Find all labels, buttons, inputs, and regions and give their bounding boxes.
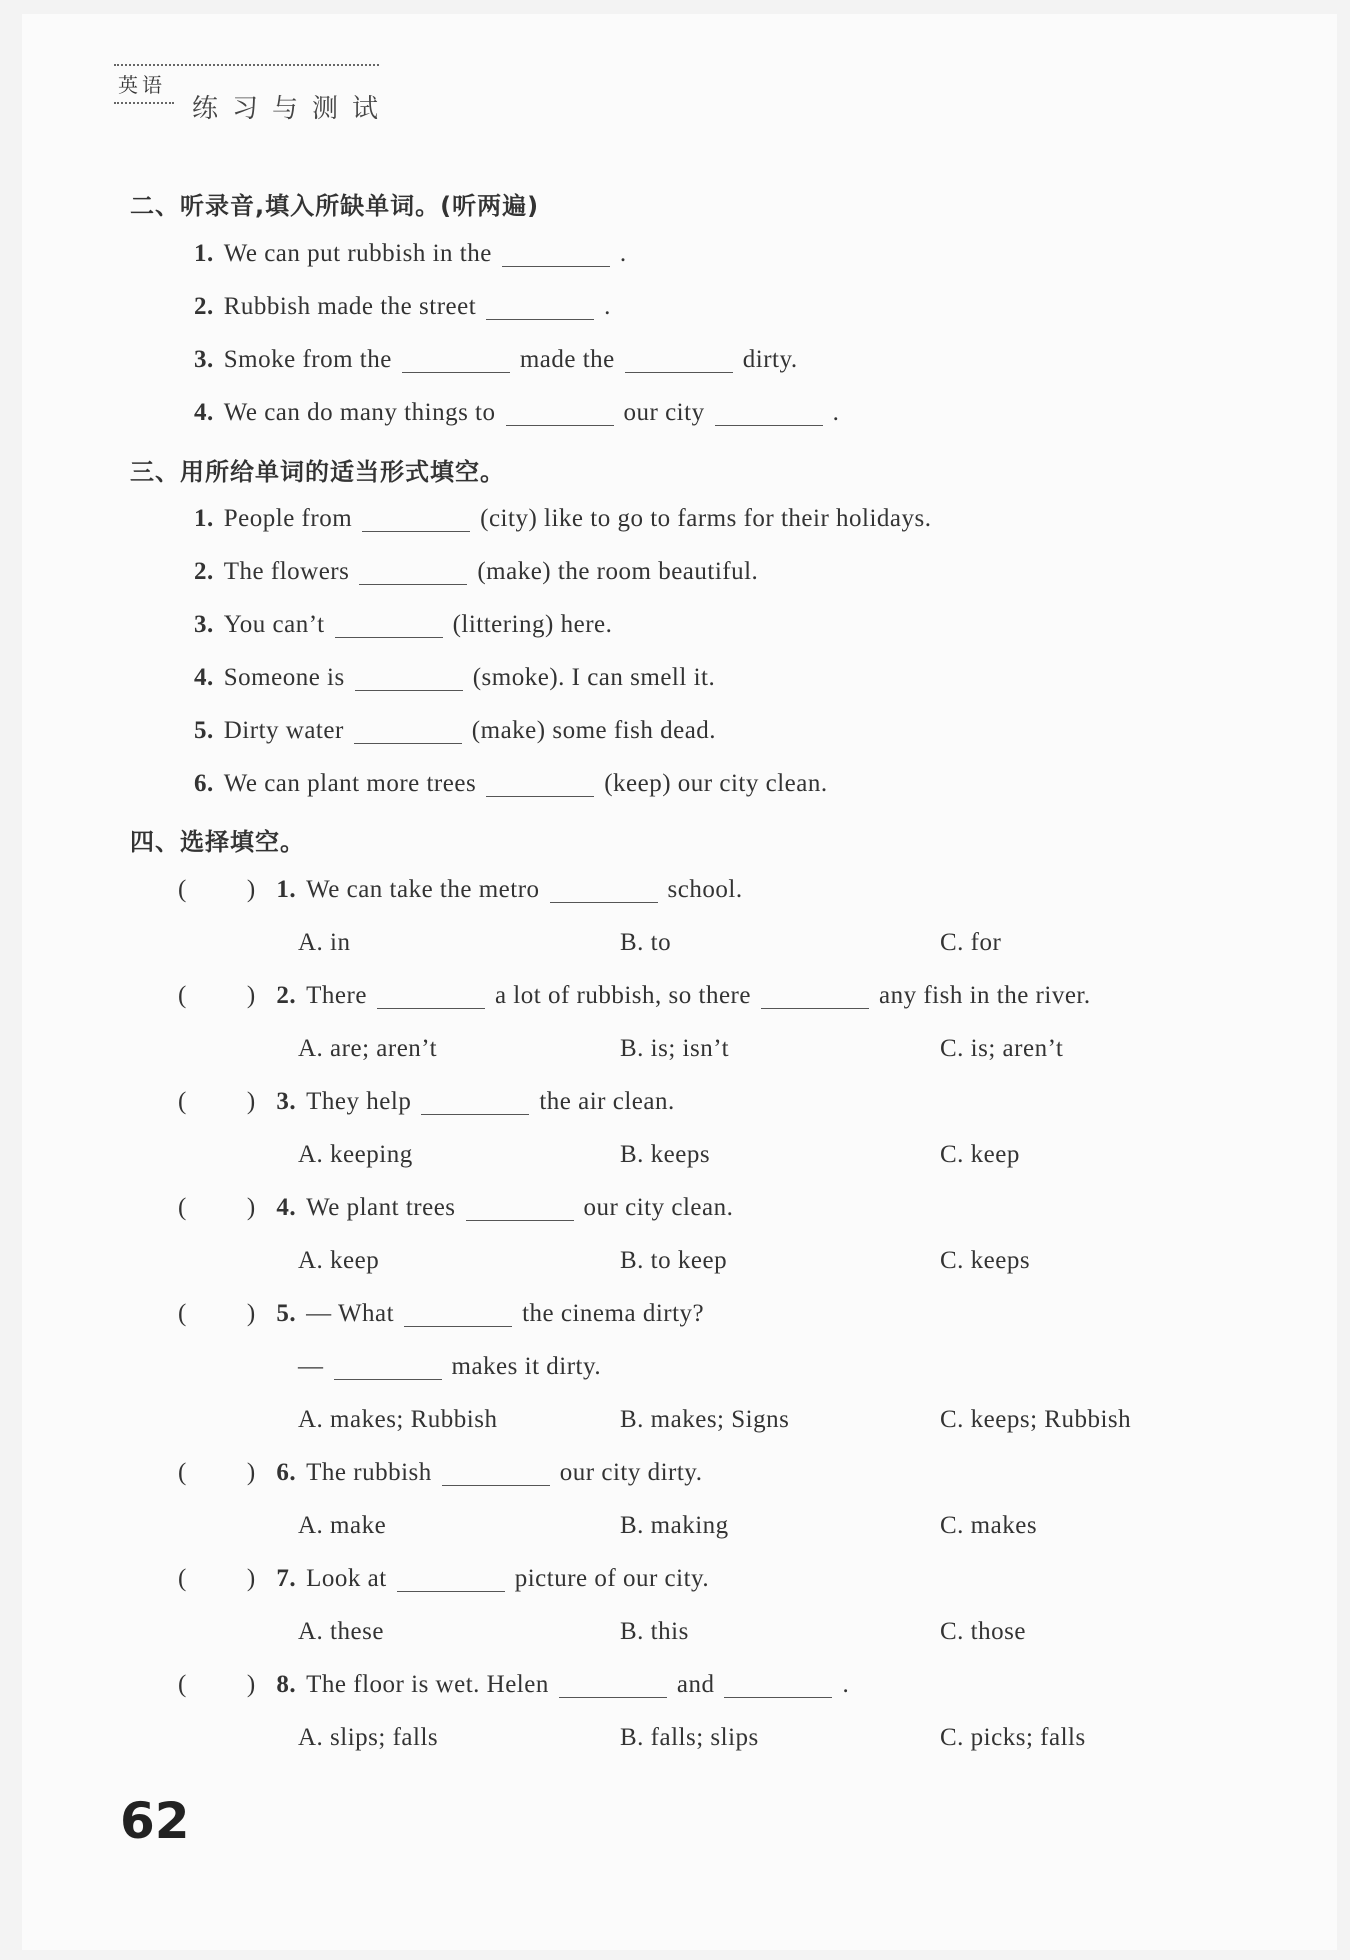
item-text: The floor is wet. Helen <box>306 1671 549 1698</box>
item-text: makes it dirty. <box>451 1353 602 1380</box>
s4-question-1 <box>178 876 743 904</box>
answer-paren-close: ) <box>246 982 256 1009</box>
item-text: The flowers <box>223 558 350 585</box>
answer-blank[interactable] <box>421 1113 529 1115</box>
item-text: They help <box>306 1088 412 1115</box>
s2-item-3 <box>194 346 798 374</box>
answer-blank[interactable] <box>550 901 658 903</box>
option-b: B. makes; Signs <box>620 1406 790 1433</box>
item-text: (smoke). I can smell it. <box>472 664 716 691</box>
answer-paren-close: ) <box>246 1565 256 1592</box>
section-2-title: 二、听录音,填入所缺单词。(听两遍) <box>130 192 540 220</box>
s4-question-5 <box>178 1300 704 1328</box>
s4-question-3 <box>178 1088 675 1116</box>
item-number: 2. <box>276 982 297 1009</box>
answer-paren-close: ) <box>246 1671 256 1698</box>
item-text: . <box>832 399 840 426</box>
s3-item-5 <box>194 717 716 745</box>
answer-blank[interactable] <box>715 424 823 426</box>
answer-blank[interactable] <box>354 742 462 744</box>
item-text: school. <box>667 876 743 903</box>
answer-paren-open[interactable]: ( <box>178 982 187 1009</box>
item-text: (make) the room beautiful. <box>477 558 759 585</box>
answer-blank[interactable] <box>486 318 594 320</box>
s2-item-4 <box>194 399 839 427</box>
item-text: our city <box>623 399 705 426</box>
item-text: the cinema dirty? <box>522 1300 705 1327</box>
answer-blank[interactable] <box>486 795 594 797</box>
answer-paren-close: ) <box>246 1300 256 1327</box>
item-number: 3. <box>276 1088 297 1115</box>
option-b: B. this <box>620 1618 689 1645</box>
option-a: A. these <box>298 1618 384 1645</box>
item-text: The rubbish <box>306 1459 432 1486</box>
item-text: any fish in the river. <box>878 982 1091 1009</box>
option-a: A. makes; Rubbish <box>298 1406 498 1433</box>
item-number: 4. <box>194 399 214 426</box>
answer-paren-open[interactable]: ( <box>178 876 187 903</box>
answer-blank[interactable] <box>559 1696 667 1698</box>
answer-blank[interactable] <box>377 1007 485 1009</box>
item-text: . <box>842 1671 850 1698</box>
option-b: B. falls; slips <box>620 1724 759 1751</box>
item-text: We can do many things to <box>223 399 496 426</box>
s4-question-2 <box>178 982 1091 1010</box>
option-c: C. for <box>940 929 1002 956</box>
s3-item-1 <box>194 505 932 533</box>
answer-paren-close: ) <box>246 1459 256 1486</box>
answer-blank[interactable] <box>334 1378 442 1380</box>
item-text: . <box>604 293 611 320</box>
s3-item-4 <box>194 664 715 692</box>
answer-paren-open[interactable]: ( <box>178 1565 187 1592</box>
item-text: — What <box>306 1300 395 1327</box>
item-number: 6. <box>194 770 214 797</box>
s4-question-4 <box>178 1194 733 1222</box>
item-number: 1. <box>194 505 214 532</box>
item-number: 7. <box>276 1565 297 1592</box>
item-text: our city dirty. <box>559 1459 703 1486</box>
item-number: 2. <box>194 558 214 585</box>
item-text: (keep) our city clean. <box>604 770 828 797</box>
answer-blank[interactable] <box>404 1325 512 1327</box>
item-text: . <box>619 240 627 267</box>
s4-question-5-reply <box>298 1353 601 1381</box>
item-number: 1. <box>276 876 297 903</box>
answer-paren-close: ) <box>246 1194 256 1221</box>
option-b: B. to keep <box>620 1247 728 1274</box>
item-text: We can put rubbish in the <box>223 240 492 267</box>
answer-paren-close: ) <box>246 1088 256 1115</box>
item-text: Smoke from the <box>223 346 392 373</box>
option-b: B. is; isn’t <box>620 1035 730 1062</box>
page-number: 62 <box>120 1792 190 1850</box>
option-c: C. those <box>940 1618 1026 1645</box>
s3-item-2 <box>194 558 758 586</box>
item-text: We can take the metro <box>306 876 540 903</box>
option-a: A. keep <box>298 1247 380 1274</box>
option-a: A. in <box>298 929 351 956</box>
item-number: 1. <box>194 240 214 267</box>
answer-blank[interactable] <box>506 424 614 426</box>
answer-paren-close: ) <box>246 876 256 903</box>
answer-blank[interactable] <box>724 1696 832 1698</box>
header-dotted-rule <box>114 64 379 66</box>
answer-blank[interactable] <box>625 371 733 373</box>
item-number: 5. <box>194 717 214 744</box>
item-text: We plant trees <box>306 1194 456 1221</box>
option-a: A. are; aren’t <box>298 1035 438 1062</box>
item-number: 6. <box>276 1459 297 1486</box>
item-number: 4. <box>194 664 214 691</box>
answer-paren-open[interactable]: ( <box>178 1671 187 1698</box>
option-b: B. to <box>620 929 672 956</box>
item-text: — <box>298 1353 324 1380</box>
item-text: our city clean. <box>583 1194 734 1221</box>
answer-blank[interactable] <box>397 1590 505 1592</box>
option-b: B. making <box>620 1512 729 1539</box>
answer-paren-open[interactable]: ( <box>178 1194 187 1221</box>
answer-blank[interactable] <box>335 636 443 638</box>
s4-question-7 <box>178 1565 709 1593</box>
item-text: Rubbish made the street <box>223 293 477 320</box>
s4-question-6 <box>178 1459 702 1487</box>
item-text: You can’t <box>223 611 325 638</box>
option-a: A. slips; falls <box>298 1724 439 1751</box>
s3-item-3 <box>194 611 612 639</box>
option-a: A. make <box>298 1512 387 1539</box>
item-text: dirty. <box>742 346 798 373</box>
item-text: a lot of rubbish, so there <box>494 982 751 1009</box>
answer-blank[interactable] <box>502 265 610 267</box>
option-c: C. is; aren’t <box>940 1035 1064 1062</box>
item-text: (city) like to go to farms for their holidays. <box>480 505 932 532</box>
answer-blank[interactable] <box>402 371 510 373</box>
option-c: C. keeps <box>940 1247 1031 1274</box>
item-number: 8. <box>276 1671 297 1698</box>
item-number: 3. <box>194 346 214 373</box>
answer-blank[interactable] <box>442 1484 550 1486</box>
option-c: C. keep <box>940 1141 1020 1168</box>
item-text: People from <box>223 505 353 532</box>
book-title: 练习与测试 <box>192 94 393 124</box>
item-text: picture of our city. <box>514 1565 710 1592</box>
answer-paren-open[interactable]: ( <box>178 1088 187 1115</box>
item-number: 5. <box>276 1300 297 1327</box>
section-4-title: 四、选择填空。 <box>130 828 305 856</box>
option-a: A. keeping <box>298 1141 413 1168</box>
option-c: C. keeps; Rubbish <box>940 1406 1132 1433</box>
option-c: C. makes <box>940 1512 1038 1539</box>
item-text: Dirty water <box>223 717 344 744</box>
answer-blank[interactable] <box>355 689 463 691</box>
answer-blank[interactable] <box>359 583 467 585</box>
s3-item-6 <box>194 770 828 798</box>
s2-item-1 <box>194 240 627 268</box>
item-text: and <box>676 1671 715 1698</box>
item-text: There <box>306 982 367 1009</box>
item-text: the air clean. <box>539 1088 675 1115</box>
item-text: Someone is <box>223 664 345 691</box>
answer-paren-open[interactable]: ( <box>178 1459 187 1486</box>
answer-blank[interactable] <box>761 1007 869 1009</box>
answer-blank[interactable] <box>362 530 470 532</box>
subject-label: 英语 <box>114 68 174 104</box>
option-c: C. picks; falls <box>940 1724 1086 1751</box>
s4-question-8 <box>178 1671 849 1699</box>
item-text: made the <box>519 346 615 373</box>
item-text: Look at <box>306 1565 387 1592</box>
item-text: We can plant more trees <box>223 770 477 797</box>
option-b: B. keeps <box>620 1141 711 1168</box>
s2-item-2 <box>194 293 611 321</box>
item-number: 4. <box>276 1194 297 1221</box>
item-number: 2. <box>194 293 214 320</box>
item-number: 3. <box>194 611 214 638</box>
item-text: (littering) here. <box>452 611 613 638</box>
section-3-title: 三、用所给单词的适当形式填空。 <box>130 458 505 486</box>
item-text: (make) some fish dead. <box>471 717 717 744</box>
answer-paren-open[interactable]: ( <box>178 1300 187 1327</box>
answer-blank[interactable] <box>466 1219 574 1221</box>
